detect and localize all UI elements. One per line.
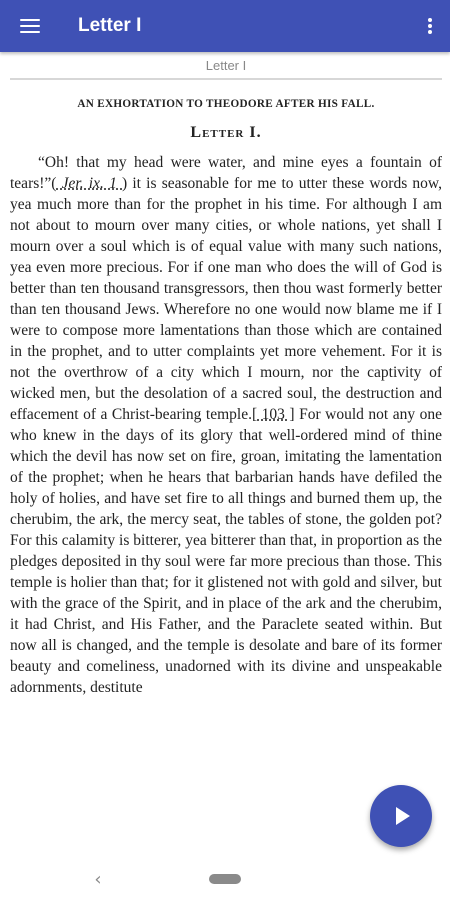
app-bar	[0, 0, 450, 52]
play-icon	[396, 807, 410, 825]
system-nav-bar	[0, 858, 450, 900]
menu-button[interactable]	[0, 0, 60, 52]
reading-content[interactable]	[10, 82, 442, 858]
paragraph-text-end: ] For would not any one who knew in the days of its glory that well-ordered mind of thine which the devil has now set on fire, groan, imitating the lamentation of the prophet; when he hears that barbarian hands have defiled the holy of holies, and have set fire to all things and burned them up, the cherubim, the ark, the mercy seat, the tables of stone, the golden pot? For this calamity is bitterer, yea bitterer than that, in proportion as the pledges deposited in thy soul were far more precious than those. This temple is holier than that; for it glistened not with gold and silver, but with the grace of the Spirit, and in place of the ark and the cherubim, it had Christ, and His Father, and the Paraclete seated within. But now all is changed, and the temple is desolate and bare of its former beauty and comeliness, unadorned with its divine and unspeakable adornments, destitute	[10, 406, 442, 696]
content-fade	[0, 840, 450, 858]
scripture-reference-link[interactable]: Jer. ix. 1	[56, 175, 123, 192]
document-heading: AN EXHORTATION TO THEODORE AFTER HIS FALL.	[77, 98, 375, 110]
chapter-header: Letter I	[10, 58, 442, 80]
app-title: Letter I	[78, 15, 142, 36]
hamburger-menu-icon	[20, 19, 40, 33]
footnote-link[interactable]: 103	[257, 406, 290, 423]
more-vert-icon	[428, 18, 432, 34]
home-pill-icon[interactable]	[209, 874, 241, 884]
letter-title: Letter I.	[190, 124, 262, 141]
back-chevron-icon[interactable]: ‹	[94, 868, 102, 890]
play-button[interactable]	[370, 785, 432, 847]
paragraph-text-mid: ) it is seasonable for me to utter these words now, yea much more than for the prophet in his time. For although I am not about to mourn over many cities, or whole nations, yet shall I mourn over a soul which is of equal value with many such nations, yea even more precious. For if one man who does the will of God is better than ten thousand transgressors, then thou wast formerly better than ten thousand Jews. Wherefore no one would now blame me if I were to compose more lamentations than those which are contained in the prophet, and to utter complaints yet more vehement. For it is not the overthrow of a city which I mourn, nor the captivity of wicked men, but the desolation of a sacred soul, the destruction and effacement of a Christ-bearing temple.[	[10, 175, 442, 423]
overflow-menu-button[interactable]	[410, 0, 450, 52]
paragraph-text-start: “Oh! that my head were water, and mine eyes a fountain of tears!”(	[10, 154, 442, 192]
body-paragraph	[10, 152, 442, 698]
